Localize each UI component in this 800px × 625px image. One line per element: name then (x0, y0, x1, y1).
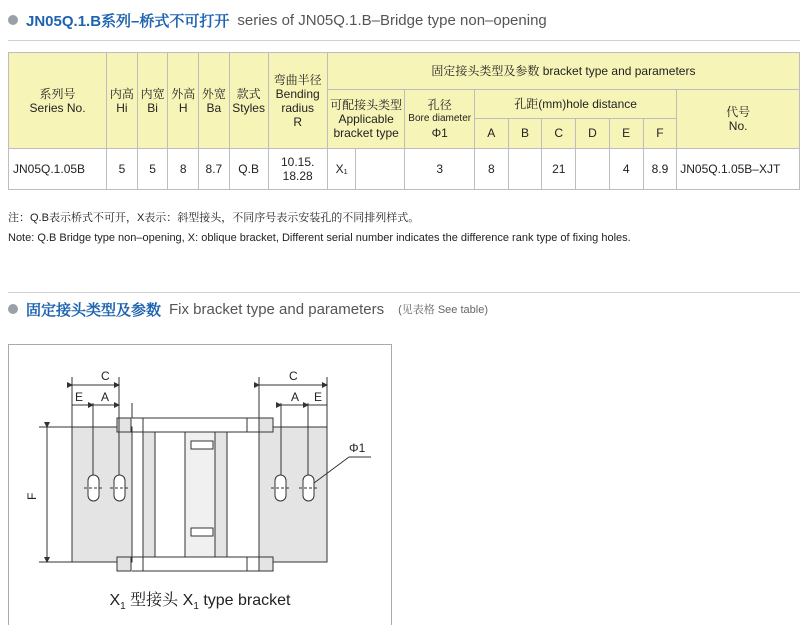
header-styles: 款式 Styles (229, 53, 268, 149)
section-title-series (8, 7, 547, 33)
bracket-drawing (9, 345, 391, 625)
header-h: 外高 H (168, 53, 199, 149)
section-divider (8, 40, 800, 41)
cell-code: JN05Q.1.05B–XJT (677, 149, 800, 190)
bullet-icon (8, 15, 18, 25)
cell-b (508, 149, 542, 190)
right-bracket-plate (259, 427, 327, 562)
cell-f: 8.9 (643, 149, 677, 190)
header-col-c: C (542, 119, 576, 148)
section-title-bracket (8, 296, 488, 322)
header-bracket-group: 固定接头类型及参数 bracket type and parameters (327, 53, 799, 90)
label-e-right: E (314, 390, 323, 404)
table-row (9, 149, 800, 190)
section2-title-cn: 固定接头类型及参数 (26, 301, 162, 319)
cell-bending-radius: 10.15. 18.28 (268, 149, 327, 190)
header-col-b: B (509, 119, 543, 148)
cell-hi: 5 (107, 149, 138, 190)
section-title-cn: JN05Q.1.B系列–桥式不可打开 (26, 12, 230, 30)
header-col-f: F (656, 126, 664, 140)
header-hole-distance: 孔距(mm)hole distance A B C D E F (474, 90, 676, 149)
diagram-caption: $X_1$ 型接头 $X_1$ type bracket (109, 592, 291, 613)
label-a-left: A (101, 390, 110, 404)
header-code: 代号 No. (677, 90, 800, 149)
bullet-icon (8, 304, 18, 314)
note-en: Note: Q.B Bridge type non–opening, X: oblique bracket, Different serial number indicates the difference rank type of fixing holes. (8, 232, 631, 244)
cell-bracket-type: X₁ (327, 149, 356, 190)
cell-a: 8 (474, 149, 508, 190)
section2-title-note: (见表格 See table) (398, 304, 488, 316)
spec-table (8, 52, 800, 190)
cell-d (576, 149, 610, 190)
section-divider-2 (8, 292, 800, 293)
label-e-left: E (75, 390, 84, 404)
cell-bore: 3 (405, 149, 474, 190)
header-col-e: E (610, 119, 644, 148)
section2-title-en: Fix bracket type and parameters (169, 300, 385, 318)
bracket-diagram (8, 344, 392, 625)
cell-ba: 8.7 (199, 149, 230, 190)
label-f: F (25, 492, 39, 500)
cell-styles: Q.B (229, 149, 268, 190)
cell-c: 21 (542, 149, 576, 190)
header-bore-diameter: 孔径 Bore diameter Φ1 (405, 90, 474, 149)
notes (8, 208, 631, 248)
cell-series-no: JN05Q.1.05B (9, 149, 107, 190)
cell-h: 8 (168, 149, 199, 190)
label-phi: Φ1 (349, 441, 366, 455)
header-hi: 内高 Hi (107, 53, 138, 149)
cell-bracket-empty (356, 149, 405, 190)
header-ba: 外宽 Ba (199, 53, 230, 149)
label-a-right: A (291, 390, 300, 404)
header-bending-radius: 弯曲半径 Bending radius R (268, 53, 327, 149)
label-c-left: C (101, 369, 110, 383)
cell-bi: 5 (137, 149, 168, 190)
header-series-no: 系列号 Series No. (9, 53, 107, 149)
note-cn: 注：Q.B表示桥式不可开，X表示：斜型接头，不同序号表示安装孔的不同排列样式。 (8, 212, 420, 224)
header-col-d: D (576, 119, 610, 148)
section-title-en: series of JN05Q.1.B–Bridge type non–opening (237, 11, 547, 29)
header-applicable-bracket: 可配接头类型 Applicable bracket type (327, 90, 405, 149)
header-col-a: A (475, 119, 509, 148)
label-c-right: C (289, 369, 298, 383)
header-bi: 内宽 Bi (137, 53, 168, 149)
cell-e: 4 (609, 149, 643, 190)
